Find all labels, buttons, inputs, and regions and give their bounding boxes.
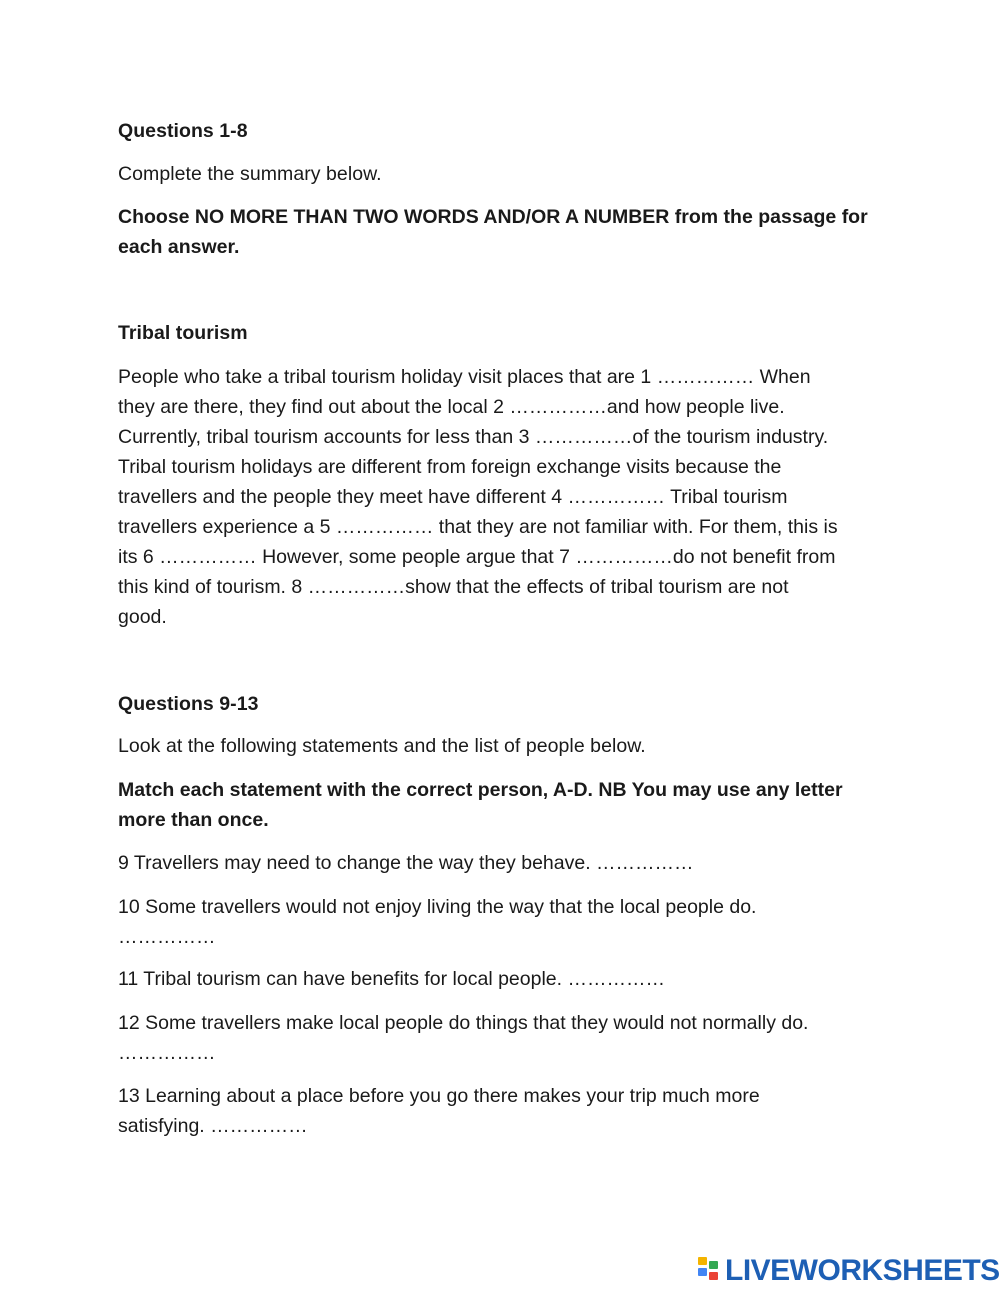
statement-line: 11 Tribal tourism can have benefits for local people. …………… (118, 968, 665, 990)
bold-instruction-line: more than once. (118, 809, 269, 831)
section1-instruction: Complete the summary below. (118, 163, 382, 185)
logo-tile (698, 1257, 707, 1265)
summary-line: People who take a tribal tourism holiday visit places that are 1 …………… When (118, 366, 811, 388)
summary-title: Tribal tourism (118, 322, 248, 344)
bold-instruction-line: Choose NO MORE THAN TWO WORDS AND/OR A NUMBER from the passage for (118, 206, 868, 228)
statement-10 (118, 892, 888, 952)
statement-line: …………… (118, 926, 216, 948)
statement-11 (118, 964, 888, 994)
bold-instruction-line: each answer. (118, 236, 240, 258)
liveworksheets-logo-text: LIVEWORKSHEETS (725, 1254, 1000, 1287)
section1-bold-instruction (118, 202, 888, 262)
summary-line: this kind of tourism. 8 ……………show that the effects of tribal tourism are not (118, 576, 789, 598)
summary-line: Tribal tourism holidays are different from foreign exchange visits because the (118, 456, 782, 478)
statement-13 (118, 1081, 888, 1141)
section2-heading: Questions 9-13 (118, 693, 259, 715)
statement-line: satisfying. …………… (118, 1115, 308, 1137)
summary-paragraph (118, 362, 888, 632)
logo-tile (698, 1268, 707, 1276)
summary-line: travellers experience a 5 …………… that they are not familiar with. For them, this is (118, 516, 838, 538)
section2-instruction: Look at the following statements and the list of people below. (118, 735, 646, 757)
logo-tile (709, 1272, 718, 1280)
statement-line: …………… (118, 1042, 216, 1064)
statement-line: 10 Some travellers would not enjoy living the way that the local people do. (118, 896, 757, 918)
summary-line: Currently, tribal tourism accounts for less than 3 ……………of the tourism industry. (118, 426, 829, 448)
liveworksheets-logo-icon (698, 1257, 722, 1285)
summary-line: travellers and the people they meet have different 4 …………… Tribal tourism (118, 486, 788, 508)
liveworksheets-logo (698, 1254, 1000, 1288)
statement-line: 12 Some travellers make local people do things that they would not normally do. (118, 1012, 809, 1034)
logo-tile (709, 1261, 718, 1269)
statement-line: 13 Learning about a place before you go there makes your trip much more (118, 1085, 760, 1107)
statement-9 (118, 848, 888, 878)
summary-line: they are there, they find out about the local 2 ……………and how people live. (118, 396, 785, 418)
bold-instruction-line: Match each statement with the correct person, A-D. NB You may use any letter (118, 779, 843, 801)
section1-heading: Questions 1-8 (118, 120, 248, 142)
section2-bold-instruction (118, 775, 888, 835)
statement-line: 9 Travellers may need to change the way they behave. …………… (118, 852, 694, 874)
summary-line: its 6 …………… However, some people argue that 7 ……………do not benefit from (118, 546, 836, 568)
statement-12 (118, 1008, 888, 1068)
summary-line: good. (118, 606, 167, 628)
